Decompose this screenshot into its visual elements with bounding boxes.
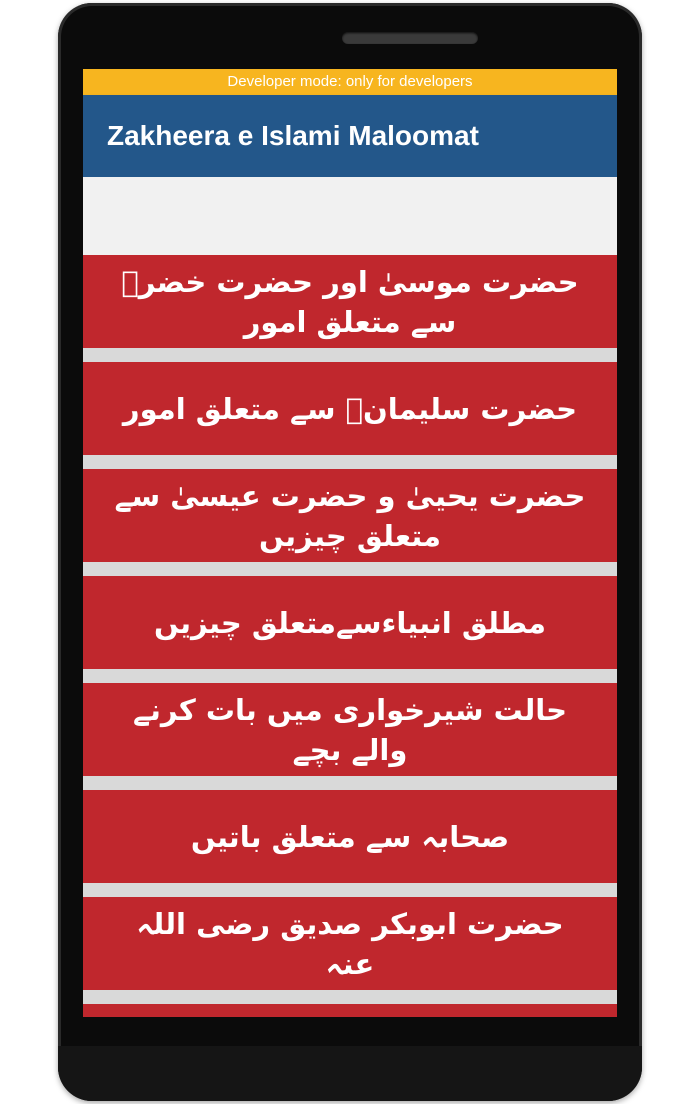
topic-item-label: حضرت یحییٰ و حضرت عیسیٰ سے متعلق چیزیں: [114, 478, 586, 553]
topic-item-label: حضرت ابوبکر صدیق رضی اللہ عنہ: [136, 906, 564, 981]
app-bar-title: Zakheera e Islami Maloomat: [83, 95, 617, 177]
topic-item-label: حضرت سلیمانؑ سے متعلق امور: [122, 391, 578, 426]
topic-item-label: حالت شیرخواری میں بات کرنے والے بچے: [132, 692, 568, 767]
topic-item-label: صحابہ سے متعلق باتیں: [190, 819, 510, 854]
topic-item-label: مطلق انبیاءسےمتعلق چیزیں: [154, 605, 547, 640]
topic-item[interactable]: [83, 790, 617, 883]
topic-item[interactable]: [83, 362, 617, 455]
phone-chin: [58, 1046, 642, 1101]
speaker-grille: [342, 32, 478, 44]
developer-mode-banner: Developer mode: only for developers: [83, 69, 617, 95]
topic-item[interactable]: [83, 897, 617, 990]
topic-item[interactable]: [83, 255, 617, 348]
topic-item-partial[interactable]: [83, 1004, 617, 1017]
app-screen: [83, 69, 617, 1017]
ad-banner-area[interactable]: [83, 177, 617, 255]
topic-item[interactable]: [83, 683, 617, 776]
topic-item-label: حضرت موسیٰ اور حضرت خضرؑ سے متعلق امور: [121, 264, 579, 339]
topic-item[interactable]: [83, 576, 617, 669]
topic-item[interactable]: [83, 469, 617, 562]
